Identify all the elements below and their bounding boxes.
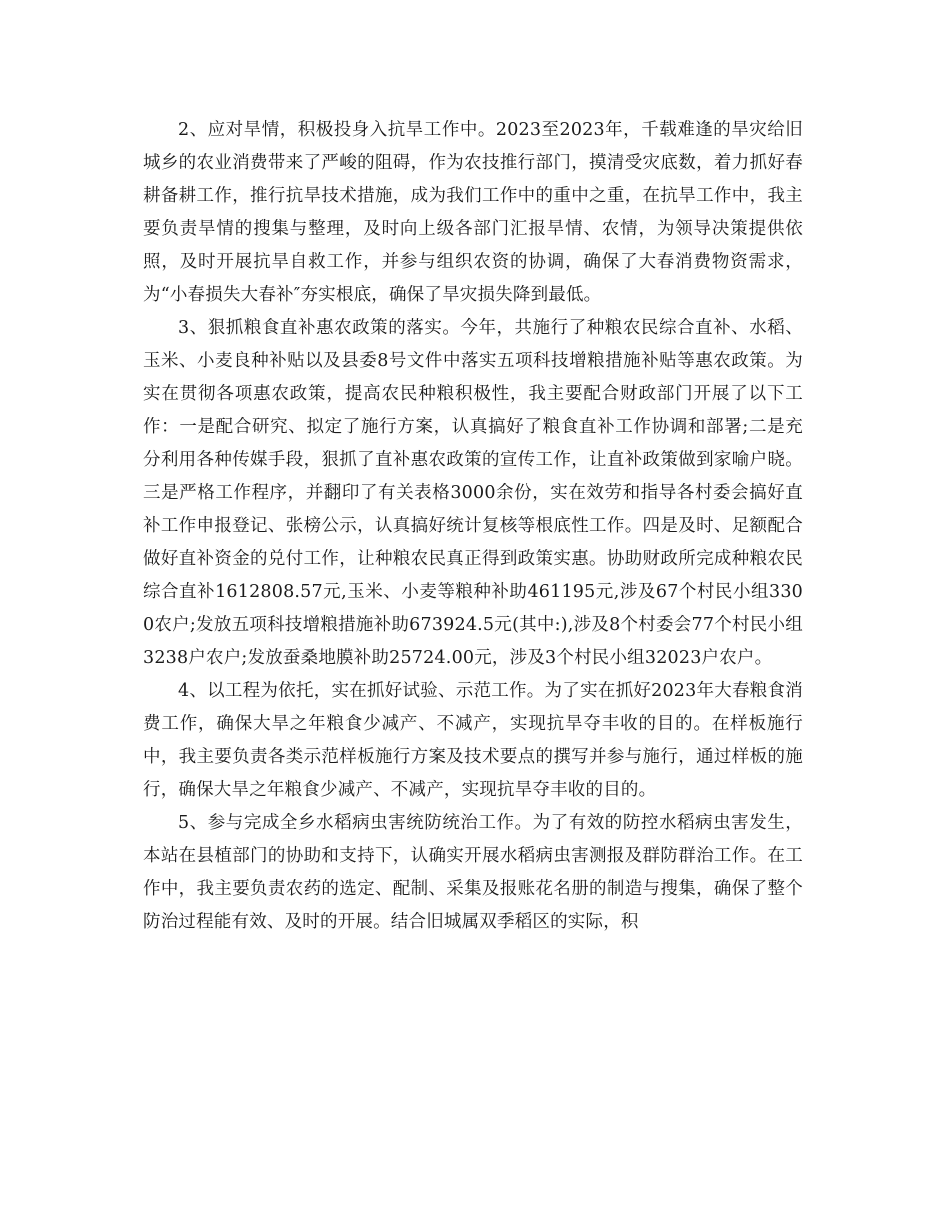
paragraph-grain-subsidy: 3、狠抓粮食直补惠农政策的落实。今年，共施行了种粮农民综合直补、水稻、玉米、小麦良种补贴以及县委8号文件中落实五项科技增粮措施补贴等惠农政策。为实在贯彻各项惠农政策，提高农民种粮积极性，我主要配合财政部门开展了以下工作：一是配合研究、拟定了施行方案，认真搞好了粮食直补工作协调和部署;二是充分利用各种传媒手段，狠抓了直补惠农政策的宣传工作，让直补政策做到家喻户晓。三是严格工作程序，并翻印了有关表格3000余份，实在效劳和指导各村委会搞好直补工作申报登记、张榜公示，认真搞好统计复核等根底性工作。四是及时、足额配合做好直补资金的兑付工作，让种粮农民真正得到政策实惠。协助财政所完成种粮农民综合直补1612808.57元,玉米、小麦等粮种补助461195元,涉及67个村民小组3300农户;发放五项科技增粮措施补助673924.5元(其中:),涉及8个村委会77个村民小组3238户农户;发放蚕桑地膜补助25724.00元，涉及3个村民小组32023户农户。 [143,318,803,668]
document-body [143,114,803,939]
paragraph-pest-control: 5、参与完成全乡水稻病虫害统防统治工作。为了有效的防控水稻病虫害发生，本站在县植部门的协助和支持下，认确实开展水稻病虫害测报及群防群治工作。在工作中，我主要负责农药的选定、配制、采集及报账花名册的制造与搜集，确保了整个防治过程能有效、及时的开展。结合旧城属双季稻区的实际，积 [143,813,803,932]
paragraph-demonstration-projects: 4、以工程为依托，实在抓好试验、示范工作。为了实在抓好2023年大春粮食消费工作，确保大旱之年粮食少减产、不减产，实现抗旱夺丰收的目的。在样板施行中，我主要负责各类示范样板施行方案及技术要点的撰写并参与施行，通过样板的施行，确保大旱之年粮食少减产、不减产，实现抗旱夺丰收的目的。 [143,681,803,800]
paragraph-drought-response: 2、应对旱情，积极投身入抗旱工作中。2023至2023年，千载难逢的旱灾给旧城乡的农业消费带来了严峻的阻碍，作为农技推行部门，摸清受灾底数，着力抓好春耕备耕工作，推行抗旱技术措施，成为我们工作中的重中之重，在抗旱工作中，我主要负责旱情的搜集与整理，及时向上级各部门汇报旱情、农情，为领导决策提供依照，及时开展抗旱自救工作，并参与组织农资的协调，确保了大春消费物资需求，为“小春损失大春补″夯实根底，确保了旱灾损失降到最低。 [143,120,803,305]
